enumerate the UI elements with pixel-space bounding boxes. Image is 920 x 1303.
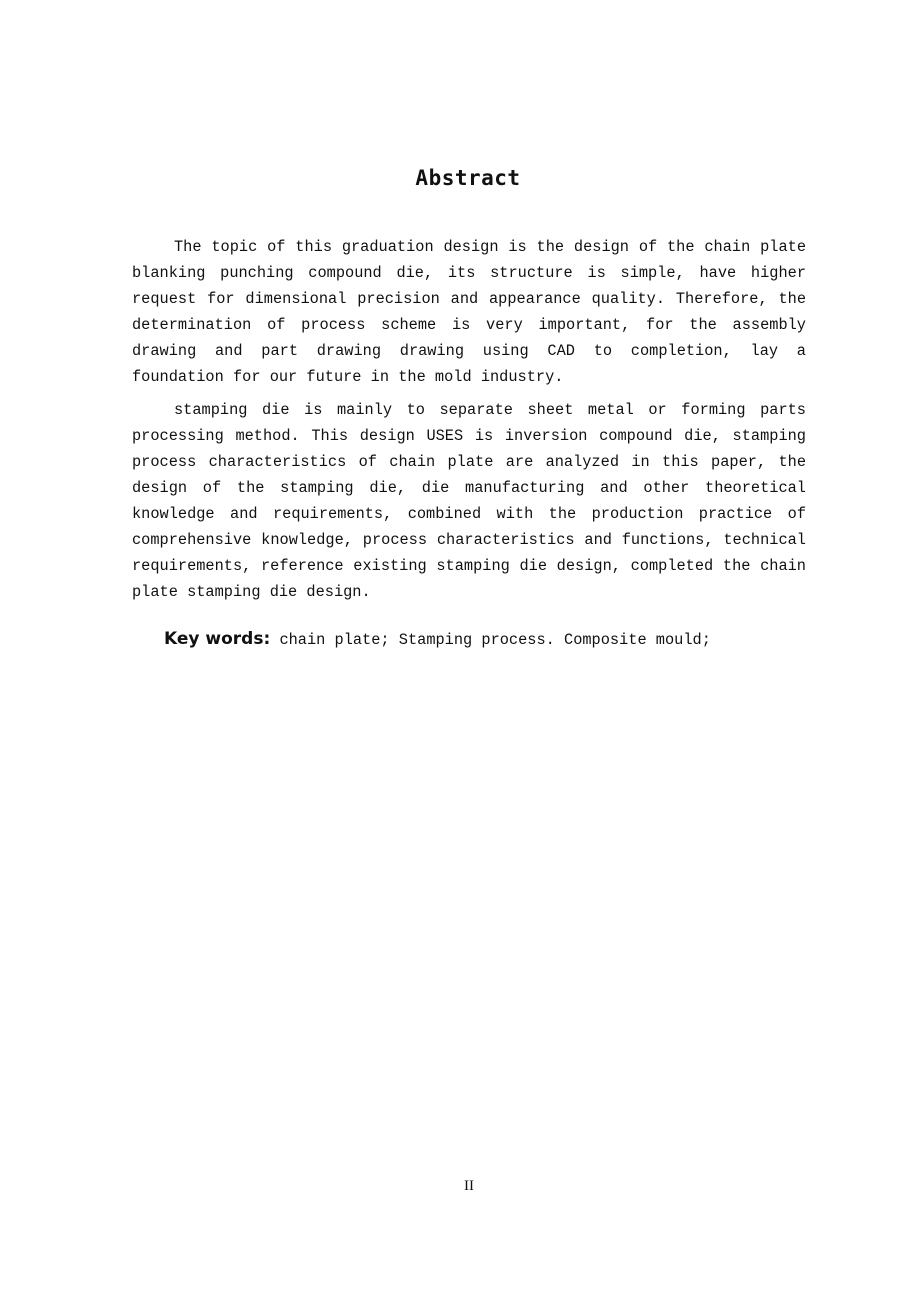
abstract-paragraph-1: The topic of this graduation design is the design of the chain plate blanking punching compound die, its structure is simple, have higher request for dimensional precision and appearance quality. Therefore, the determination of process scheme is very important, for the assembly drawing and part drawing drawing using CAD to completion, lay a foundation for our future in the mold industry.	[132, 238, 806, 386]
page-number: II	[464, 1178, 474, 1194]
keywords-label: Key words:	[164, 629, 271, 649]
abstract-paragraph-2: stamping die is mainly to separate sheet metal or forming parts processing method. This design USES is inversion compound die, stamping process characteristics of chain plate are analyzed in this paper, the design of the stamping die, die manufacturing and other theoretical knowledge and requirements, combined with the production practice of comprehensive knowledge, process characteristics and functions, technical requirements, reference existing stamping die design, completed the chain plate stamping die design.	[132, 401, 806, 601]
keywords-line	[164, 626, 711, 653]
keywords-text: chain plate; Stamping process. Composite mould;	[270, 631, 711, 649]
abstract-title: Abstract	[415, 166, 521, 190]
